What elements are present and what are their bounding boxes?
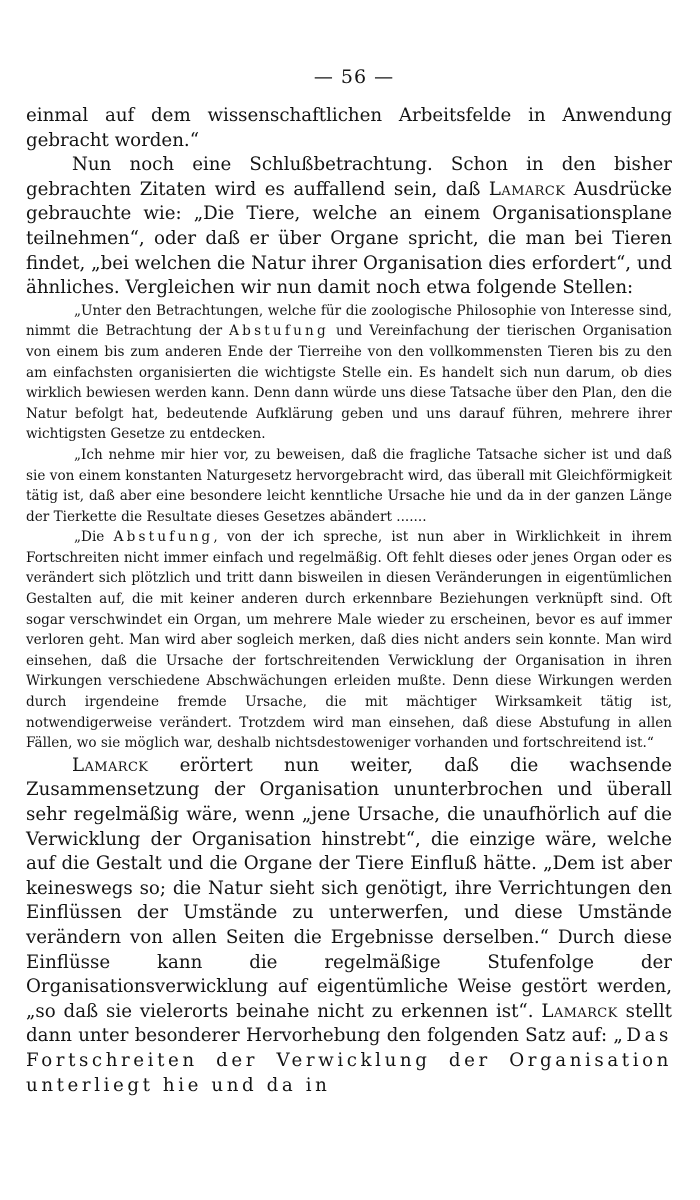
paragraph-continuation: [26, 104, 672, 153]
paragraph-text: einmal auf dem wissenschaftlichen Arbeitsfelde in Anwendung gebracht worden.“: [26, 105, 672, 151]
paragraph-text: stellt dann unter besonderer Hervorhebung den folgenden Satz auf:: [26, 1000, 672, 1047]
author-name-lamarck: Lamarck: [72, 754, 149, 776]
quotation-text: „Unter den Betrachtungen, welche für die zoologische Philosophie von Interesse sind, nimmt die Betrachtung der: [26, 302, 672, 340]
quotation-text: , von der ich spreche, ist nun aber in Wirklichkeit in ihrem Fortschreiten nicht immer einfach und regelmäßig. Oft fehlt dieses oder jenes Organ oder es verändert sich plötzlich und tritt dann bisweilen in diesen Veränderungen in eigentümlichen Gestalten auf, die mit keiner anderen durch erkennbare Beziehungen verknüpft sind. Oft sogar verschwindet ein Organ, um mehrere Male wieder zu erscheinen, bevor es auf immer verloren geht. Man wird aber sogleich merken, daß dies nicht anders sein konnte. Man wird einsehen, daß die Ursache der fortschreitenden Verwicklung der Organisation in ihren Wirkungen verschiedene Abschwächungen erleiden mußte. Denn diese Wirkungen werden durch irgendeine fremde Ursache, die mit mächtiger Wirksamkeit tätig ist, notwendigerweise verändert. Trotzdem wird man einsehen, daß diese Abstufung in allen Fällen, wo sie möglich war, deshalb nichtsdestoweniger vorhanden und fortschreitend ist.“: [26, 529, 672, 752]
page-number: — 56 —: [313, 66, 395, 88]
quotation-3: [26, 527, 672, 754]
paragraph-text: erörtert nun weiter, daß die wachsende Zusammensetzung der Organisation ununterbrochen und überall sehr regelmäßig wäre, wenn „jene Ursache, die unaufhörlich auf die Verwicklung der Organisation hinstrebt“, die einzige wäre, welche auf die Gestalt und die Organe der Tiere Einfluß hätte. „Dem ist aber keineswegs so; die Natur sieht sich genötigt, ihre Verrichtungen den Einflüssen der Umstände zu unterwerfen, und diese Umstände verändern von allen Seiten die Ergebnisse derselben.“ Durch diese Einflüsse kann die regelmäßige Stufenfolge der Organisationsverwicklung auf eigentümliche Weise gestört werden, „so daß sie vielerorts beinahe nicht zu erkennen ist“.: [26, 754, 672, 1022]
paragraph-text: Ausdrücke gebrauchte wie: „Die Tiere, welche an einem Organisationsplane teilnehmen“, oder daß er über Organe spricht, die man bei Tieren findet, „bei welchen die Natur ihrer Organisation dies erfordert“, und ähnliches. Vergleichen wir nun damit noch etwa folgende Stellen:: [26, 178, 673, 299]
quotation-text: „Die: [74, 529, 114, 546]
paragraph-conclusion-intro: [26, 153, 672, 301]
emphasized-term: Abstufung: [229, 323, 329, 340]
emphasized-term: Abstufung: [113, 529, 214, 546]
quotation-2: [26, 445, 672, 527]
quotation-text: und Vereinfachung der tierischen Organisation von einem bis zum anderen Ende der Tierreihe von den vollkommensten Tieren bis zu den am einfachsten organisierten die wichtigste Stelle ein. Es handelt sich nun darum, ob dies wirklich bewiesen werden kann. Denn dann würde uns diese Tatsache über den Plan, den die Natur befolgt hat, bedeutende Aufklärung geben und uns darauf führen, mehrere ihrer wichtigsten Gesetze zu entdecken.: [26, 323, 672, 443]
emphasized-statement: „Das Fortschreiten der Verwicklung der Organisation unterliegt hie und da in: [26, 1025, 672, 1096]
author-name-lamarck: Lamarck: [541, 1000, 618, 1022]
paragraph-text: Nun noch eine Schlußbetrachtung. Schon in den bisher gebrachten Zitaten wird es auffallend sein, daß: [26, 154, 672, 200]
author-name-lamarck: Lamarck: [488, 178, 566, 200]
quotation-1: [26, 301, 672, 445]
paragraph-lamarck-discussion: [26, 754, 672, 1098]
quotation-text: „Ich nehme mir hier vor, zu beweisen, daß die fragliche Tatsache sicher ist und daß sie von einem konstanten Naturgesetz hervorgebracht wird, das überall mit Gleichförmigkeit tätig ist, daß aber eine besondere leicht kenntliche Ursache hie und da in der ganzen Länge der Tierkette die Resultate dieses Gesetzes abändert .......: [26, 446, 672, 525]
